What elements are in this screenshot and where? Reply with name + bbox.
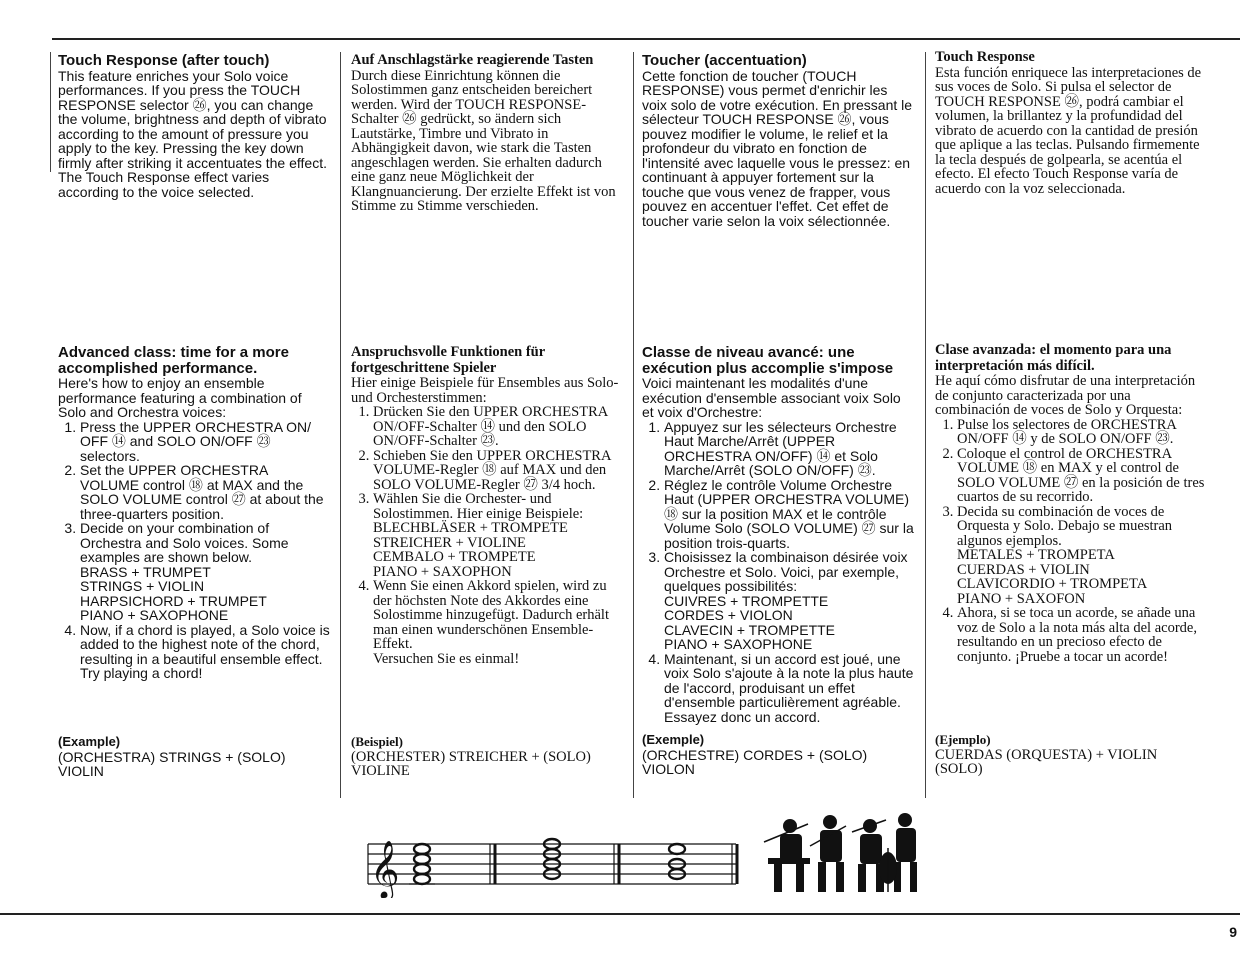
combo-item: BRASS + TRUMPET [80,563,211,580]
top-rule [52,38,1240,40]
step-item: 1. Pulse los selectores de ORCHESTRA ON/OFF ⑭ y de SOLO ON/OFF ㉓. [957,418,1207,447]
combo-item: METALES + TROMPETA [957,547,1115,563]
section-body-touch-response: This feature enriches your Solo voice performances. If you press the TOUCH RESPONSE selector ㉖, you can change the volume, brightness and depth of vibrato according to the amount of pressure you apply to the key. Pressing the key down firmly after striking it accentuates the effect. The Touch Response effect varies according to the voice selected. [58,67,327,200]
step-item: 1. Press the UPPER ORCHESTRA ON/ OFF ⑭ and SOLO ON/OFF ㉓ selectors. [80,420,330,464]
combo-item: PIANO + SAXOPHONE [664,636,813,652]
steps-list [935,418,1207,665]
section-intro-advanced: He aquí cómo disfrutar de una interpretación de conjunto caracterizada por una combinación de voces de Solo y Orquesta: [935,373,1196,418]
combo-item: STREICHER + VIOLINE [373,534,526,551]
combo-item: CORDES + VIOLON [664,607,793,623]
step-item [80,521,330,623]
example-label: (Example) [58,734,121,749]
combo-item: STRINGS + VIOLIN [80,578,205,594]
combo-item: HARPSICHORD + TRUMPET [80,592,267,609]
section-title-advanced: Clase avanzada: el momento para una interpretación más difícil. [935,342,1172,374]
combo-item: CUIVRES + TROMPETTE [664,592,829,609]
page-number: 9 [1229,924,1237,940]
step-item [373,492,623,579]
step-item: 2. Coloque el control de ORCHESTRA VOLUME ⑱ en MAX y el control de SOLO VOLUME ㉗ en la posición de tres cuartos de su recorrido. [957,447,1207,505]
section-intro-advanced: Voici maintenant les modalités d'une exécution d'ensemble associant voix Solo et voix d'Orchestre: [642,375,901,420]
string-quartet-illustration [760,812,920,894]
section-title-advanced: Advanced class: time for a more accomplished performance. [58,344,289,377]
quartet-svg [760,812,920,894]
step-item: 4. Ahora, si se toca un acorde, se añade una voz de Solo a la nota más alta del acorde, resultando en un precioso efecto de conjunto. ¡Pruebe a tocar un acorde! [957,606,1207,664]
section-body-touch-response: Durch diese Einrichtung können die Solostimmen ganz entscheiden bereichert werden. Wird der TOUCH RESPONSE-Schalter ㉖ gedrückt, so ändern sich Lautstärke, Timbre und Vibrato in Abhängigkeit davon, wie stark die Tasten angeschlagen werden. Sie erhalten dadurch eine ganz neue Möglichkeit der Klangnuancierung. Der erzielte Effekt ist von Stimme zu Stimme verschieden. [351,67,616,214]
column-divider [340,52,341,798]
step-item: 4. Maintenant, si un accord est joué, une voix Solo s'ajoute à la note la plus haute de l'accord, produisant un effet d'ensemble particulièrement agréable. Essayez donc un accord. [664,652,914,725]
music-staff-illustration [362,828,742,898]
step-item [373,579,623,666]
step-text: Wählen Sie die Orchester- und Solostimmen. Hier einige Beispiele: [373,491,584,522]
step-text: Decide on your combination of Orchestra and Solo voices. Some examples are shown below. [80,520,289,565]
section-title-touch-response: Toucher (accentuation) [642,52,807,69]
column-divider [633,52,634,798]
steps-list [642,420,914,725]
section-intro-advanced: Hier einige Beispiele für Ensembles aus Solo- und Orchesterstimmen: [351,375,619,406]
example-label: (Beispiel) [351,734,403,749]
step-item [664,550,914,652]
combo-item: PIANO + SAXOFON [957,590,1086,607]
section-body-touch-response: Cette fonction de toucher (TOUCH RESPONSE) vous permet d'enrichir les voix solo de votre exécution. En pressant le sélecteur TOUCH RESPONSE ㉖, vous pouvez modifier le volume, le relief et la profondeur du vibrato en fonction de l'intensité avec laquelle vous le pressez: en continuant à appuyer fortement sur la touche que vous venez de frapper, vous pouvez en accentuer l'effet. Cet effet de toucher varie selon la voix sélectionnée. [642,67,913,229]
voice-combos [957,548,1207,606]
voice-combos [373,521,623,579]
example-text: (ORCHESTRE) CORDES + (SOLO) VIOLON [642,746,868,777]
step-item: 4. Now, if a chord is played, a Solo voice is added to the highest note of the chord, resulting in a beautiful ensemble effect. Try playing a chord! [80,623,330,681]
combo-item: CLAVECIN + TROMPETTE [664,621,836,638]
section-title-advanced: Anspruchsvolle Funktionen für fortgeschrittene Spieler [351,344,545,376]
step-text: Wenn Sie einen Akkord spielen, wird zu der höchsten Note des Akkordes eine Solostimme hinzugefügt. Dadurch erhält man einen wunderschönen Ensemble-Effekt. [373,578,609,652]
steps-list [351,405,623,666]
example-text: (ORCHESTER) STREICHER + (SOLO) VIOLINE [351,748,591,779]
combo-item: PIANO + SAXOPHON [373,563,512,580]
step-extra: Versuchen Sie es einmal! [373,650,520,667]
column-divider [925,52,926,798]
example-label: (Ejemplo) [935,732,991,747]
step-text: Decida su combinación de voces de Orquesta y Solo. Debajo se muestran algunos ejemplos. [957,503,1173,549]
bottom-rule [0,913,1240,915]
step-item: 1. Drücken Sie den UPPER ORCHESTRA ON/OFF-Schalter ⑭ und den SOLO ON/OFF-Schalter ㉓. [373,405,623,449]
step-item: 2. Set the UPPER ORCHESTRA VOLUME control ⑱ at MAX and the SOLO VOLUME control ㉗ at about the three-quarters position. [80,463,330,521]
example-text: (ORCHESTRA) STRINGS + (SOLO) VIOLIN [58,748,286,779]
section-title-touch-response: Touch Response [935,49,1035,65]
music-staff-svg [362,828,742,898]
voice-combos [80,565,330,623]
voice-combos [664,594,914,652]
combo-item: CEMBALO + TROMPETE [373,549,536,565]
step-item [957,505,1207,607]
combo-item: BLECHBLÄSER + TROMPETE [373,520,568,536]
steps-list [58,420,330,681]
combo-item: CUERDAS + VIOLIN [957,561,1090,578]
example-text: CUERDAS (ORQUESTA) + VIOLIN (SOLO) [935,746,1158,777]
step-text: Choisissez la combinaison désirée voix Orchestre et Solo. Voici, par exemple, quelques possibilités: [664,549,908,594]
step-item: 1. Appuyez sur les sélecteurs Orchestre Haut Marche/Arrêt (UPPER ORCHESTRA ON/OFF) ⑭ et Solo Marche/Arrêt (SOLO ON/OFF) ㉓. [664,420,914,478]
combo-item: CLAVICORDIO + TROMPETA [957,576,1148,592]
section-intro-advanced: Here's how to enjoy an ensemble performance featuring a combination of Solo and Orchestra voices: [58,375,302,420]
section-body-touch-response: Esta función enriquece las interpretaciones de sus voces de Solo. Si pulsa el selector de TOUCH RESPONSE ㉖, podrá cambiar el volumen, la brillantez y la profundidad del vibrato de acuerdo con la cantidad de presión que aplique a las teclas. Pulsando firmemente la tecla después de golpearla, se acentúa el efecto. El efecto Touch Response varía de acuerdo con la voz seleccionada. [935,64,1202,197]
step-item: 2. Réglez le contrôle Volume Orchestre Haut (UPPER ORCHESTRA VOLUME) ⑱ sur la position MAX et le contrôle Volume Solo (SOLO VOLUME) ㉗ sur la position trois-quarts. [664,478,914,551]
section-title-touch-response: Auf Anschlagstärke reagierende Tasten [351,52,594,68]
example-label: (Exemple) [642,732,705,747]
step-item: 2. Schieben Sie den UPPER ORCHESTRA VOLUME-Regler ⑱ auf MAX und den SOLO VOLUME-Regler ㉗ 3/4 hoch. [373,449,623,493]
combo-item: PIANO + SAXOPHONE [80,607,229,623]
section-title-advanced: Classe de niveau avancé: une exécution plus accomplie s'impose [642,344,894,377]
column-divider [50,52,51,172]
section-title-touch-response: Touch Response (after touch) [58,52,270,69]
treble-clef-icon: 𝄞 [370,840,400,898]
